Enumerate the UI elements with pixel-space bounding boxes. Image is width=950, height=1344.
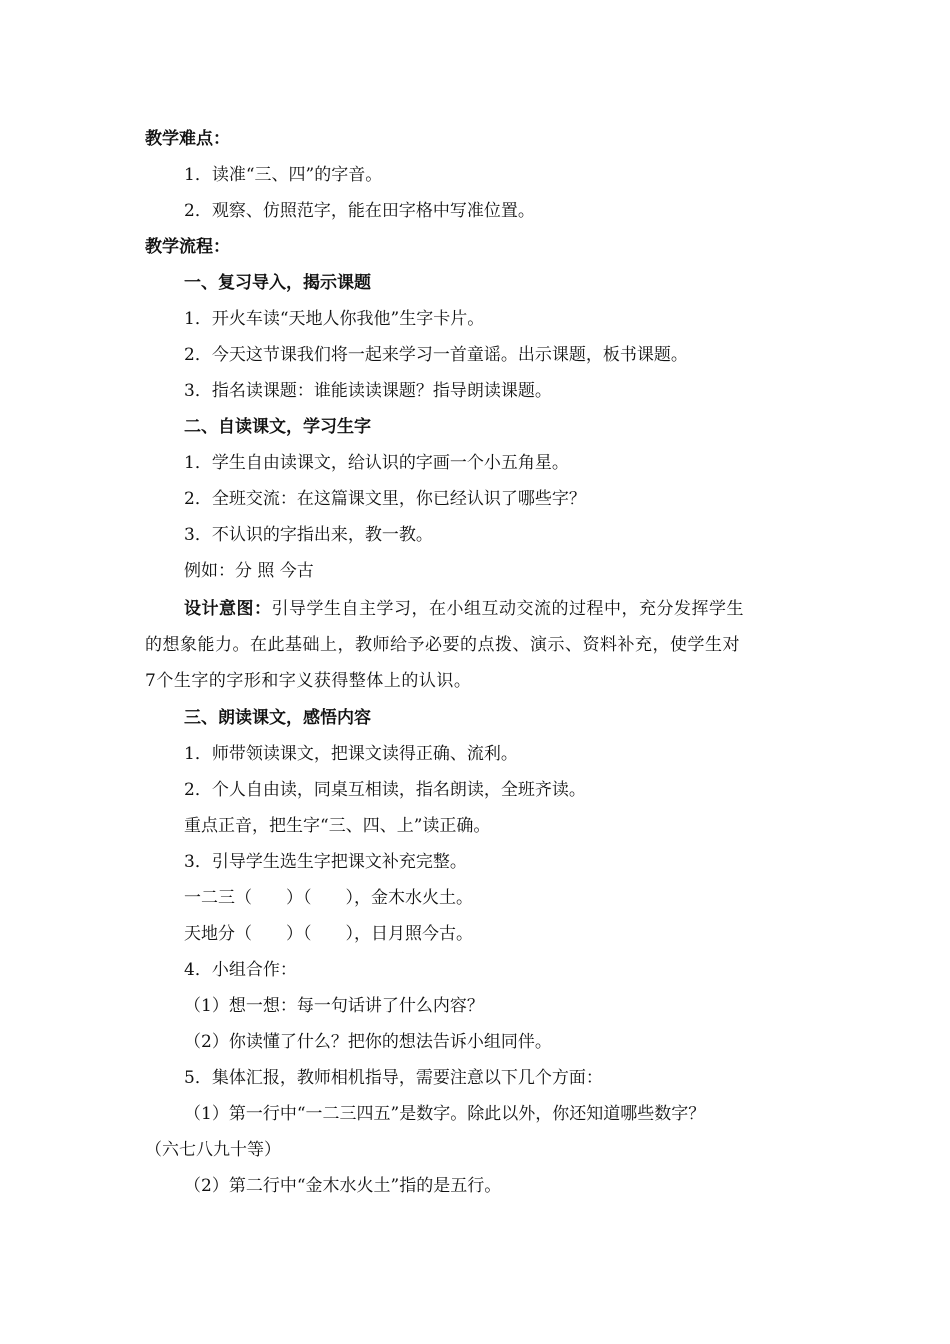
section2-item-1: 1．学生自由读课文，给认识的字画一个小五角星。: [184, 453, 569, 473]
section1-item-3: 3．指名读课题：谁能读读课题？指导朗读课题。: [184, 381, 552, 401]
section3-item-5-sub-2: （2）第二行中“金木水火土”指的是五行。: [184, 1176, 502, 1196]
section1-item-2: 2．今天这节课我们将一起来学习一首童谣。出示课题，板书课题。: [184, 345, 688, 365]
section3-item-4-sub-1: （1）想一想：每一句话讲了什么内容？: [184, 996, 484, 1016]
process-heading: 教学流程：: [145, 237, 230, 257]
fill-blank-line-1: 一二三（ ）（ ），金木水火土。: [184, 888, 473, 908]
section3-item-4: 4．小组合作：: [184, 960, 297, 980]
difficulty-heading: 教学难点：: [145, 129, 230, 149]
section3-item-3: 3．引导学生选生字把课文补充完整。: [184, 852, 467, 872]
difficulty-item-1: 1．读准“三、四”的字音。: [184, 165, 383, 185]
design-intent-line-2: 的想象能力。在此基础上，教师给予必要的点拨、演示、资料补充，使学生对: [145, 635, 740, 655]
section2-item-2: 2．全班交流：在这篇课文里，你已经认识了哪些字？: [184, 489, 586, 509]
section3-item-5-sub-1: （1）第一行中“一二三四五”是数字。除此以外，你还知道哪些数字？: [184, 1104, 706, 1124]
section2-item-3: 3．不认识的字指出来，教一教。: [184, 525, 433, 545]
design-intent-line-3: 7个生字的字形和字义获得整体上的认识。: [145, 671, 472, 691]
section1-heading: 一、复习导入，揭示课题: [184, 273, 371, 293]
section3-item-2-note: 重点正音，把生字“三、四、上”读正确。: [184, 816, 491, 836]
section1-item-1: 1．开火车读“天地人你我他”生字卡片。: [184, 309, 485, 329]
section3-item-1: 1．师带领读课文，把课文读得正确、流利。: [184, 744, 518, 764]
section2-example: 例如：分 照 今古: [184, 561, 314, 581]
section3-item-4-sub-2: （2）你读懂了什么？把你的想法告诉小组同伴。: [184, 1032, 552, 1052]
difficulty-item-2: 2．观察、仿照范字，能在田字格中写准位置。: [184, 201, 535, 221]
design-intent-text-1: 引导学生自主学习，在小组互动交流的过程中，充分发挥学生: [271, 599, 744, 619]
fill-blank-line-2: 天地分（ ）（ ），日月照今古。: [184, 924, 473, 944]
design-intent-label: 设计意图：: [184, 599, 272, 619]
section2-heading: 二、自读课文，学习生字: [184, 417, 371, 437]
design-intent-line-1: [184, 597, 744, 621]
section3-heading: 三、朗读课文，感悟内容: [184, 708, 371, 728]
section3-item-2: 2．个人自由读，同桌互相读，指名朗读，全班齐读。: [184, 780, 586, 800]
section3-item-5: 5．集体汇报，教师相机指导，需要注意以下几个方面：: [184, 1068, 603, 1088]
section3-item-5-sub-1-cont: （六七八九十等）: [145, 1140, 281, 1160]
